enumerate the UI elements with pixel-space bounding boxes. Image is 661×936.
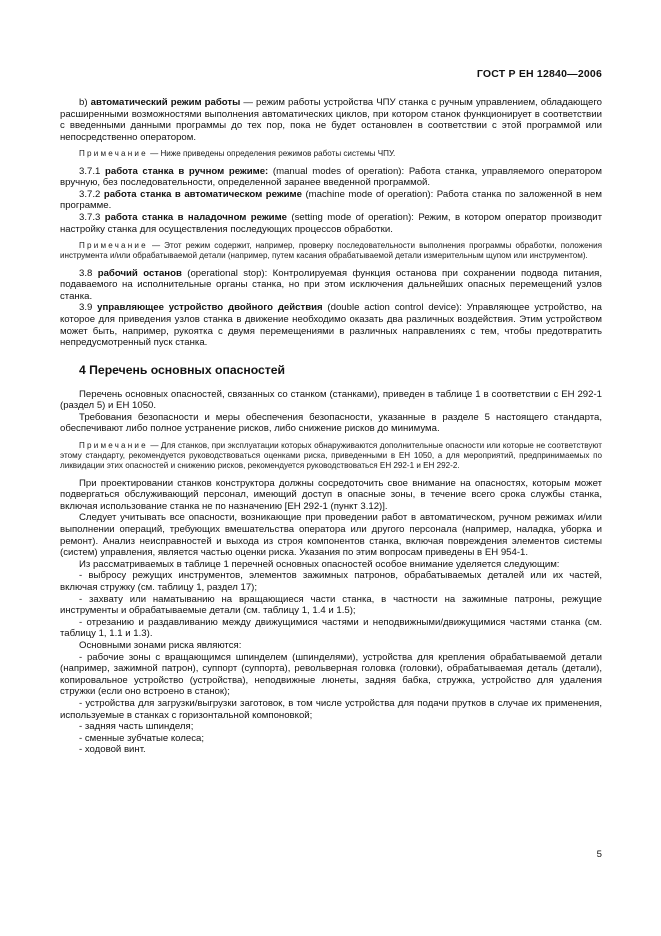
section-4-paragraph-5: Из рассматриваемых в таблице 1 перечней основных опасностей особое внимание уделяется следующим: (79, 558, 560, 570)
section-4-paragraph-3: При проектировании станков конструктора должны сосредоточить свое внимание на опасностях, которым может подвергаться обслуживающий персонал, имеющий доступ в опасные зоны, в течение всего срока службы станка, включая использование станка не по назначению [ЕН 292-1 (пункт 3.12)]. (60, 477, 602, 512)
section-4-paragraph-4: Следует учитывать все опасности, возникающие при проведении работ в автоматическом, ручном режимах и/или выполнении операций, требующих вмешательства оператора или другого персонала (например, наладка, уборка и ремонт). Анализ неисправностей и выхода из строя компонентов станка, включая повреждения элементов системы (систем) управления, является частью оценки риска. Указания по этим вопросам приведены в ЕН 954-1. (60, 512, 602, 559)
page-number: 5 (596, 849, 602, 860)
page-content (60, 97, 602, 756)
list-item: - отрезанию и раздавливанию между движущимися частями и неподвижными/движущимися частями станка (см. таблицу 1, 1.1 и 1.3). (60, 616, 602, 640)
term-manual-mode: работа станка в ручном режиме: (105, 165, 269, 177)
definition-3-8: 3.8 рабочий останов (operational stop): Контролируемая функция останова при сохранении подвода питания, подаваемого на исполнительные органы станка, но при этом исключения дальнейших опасных перемещений узлов станка. (60, 267, 602, 302)
term-double-action-device: управляющее устройство двойного действия (97, 302, 323, 314)
definition-3-7-2: 3.7.2 работа станка в автоматическом режиме (machine mode of operation): Работа станка по заложенной в нем программе. (60, 188, 602, 212)
list-item: - рабочие зоны с вращающимся шпинделем (шпинделями), устройства для крепления обрабатываемой детали (например, зажимной патрон), суппорт (суппорта), револьверная головка (головки), обрабатываемая деталь (детали), копировальное устройство (устройства), неподвижные люнеты, задняя бабка, стружка, устройство для удаления стружки (если оно встроено в станок); (60, 651, 602, 698)
definition-3-7-3: 3.7.3 работа станка в наладочном режиме (setting mode of operation): Режим, в котором оператор производит настройку станка для осуществления последующих процессов обработки. (60, 211, 602, 235)
section-4-paragraph-2: Требования безопасности и меры обеспечения безопасности, указанные в разделе 5 настоящего стандарта, обеспечивают либо полное устранение рисков, либо снижение рисков до минимума. (60, 411, 602, 435)
definition-3-7-1: 3.7.1 работа станка в ручном режиме: (manual modes of operation): Работа станка, управляемого оператором вручную, без последовательности, определенной заранее введенной программой. (60, 165, 602, 189)
section-4-paragraph-6: Основными зонами риска являются: (79, 640, 242, 651)
section-4-paragraph-1: Перечень основных опасностей, связанных со станком (станками), приведен в таблице 1 в соответствии с ЕН 292-1 (раздел 5) и ЕН 1050. (60, 388, 602, 412)
list-item: - ходовой винт. (79, 744, 146, 756)
paragraph-automatic-mode: b) автоматический режим работы — режим работы устройства ЧПУ станка с ручным управлением, обладающего расширенными возможностями выполнения автоматических циклов, при котором станок функционирует в соответствии с введенными данными программы до тех пор, пока не будет остановлен в соответствии с этой программой или непосредственно оператором. (60, 97, 602, 143)
list-item: - задняя часть шпинделя; (79, 721, 194, 733)
section-4-heading: 4 Перечень основных опасностей (79, 362, 286, 377)
term-machine-mode: работа станка в автоматическом режиме (103, 188, 302, 200)
list-item: - захвату или наматыванию на вращающиеся части станка, в частности на зажимные патроны, режущие инструменты и обрабатываемые детали (см. таблицу 1, 1.4 и 1.5); (60, 593, 602, 617)
term-automatic-mode: автоматический режим работы (90, 97, 241, 108)
list-item: - выбросу режущих инструментов, элементов зажимных патронов, обрабатываемых деталей или их частей, включая стружку (см. таблицу 1, раздел 17); (60, 570, 602, 594)
note-label: Примечание (79, 241, 148, 251)
term-operational-stop: рабочий останов (97, 267, 182, 279)
list-item: - устройства для загрузки/выгрузки заготовок, в том числе устройства для подачи прутков в случае их применения, используемые в станках с горизонтальной компоновкой; (60, 697, 602, 721)
note-label: Примечание (79, 149, 148, 159)
definition-3-9: 3.9 управляющее устройство двойного действия (double action control device): Управляющее устройство, на которое для приведения узлов станка в движение необходимо оказать два различных воздействия. Этим устройством может быть, например, рукоятка с двумя перемещениями в различных направлениях с тем, чтобы предотвратить непредусмотренный пуск станка. (60, 302, 602, 349)
list-item: - сменные зубчатые колеса; (79, 732, 205, 744)
note-label: Примечание (79, 441, 148, 451)
note-cnc-modes: Примечание — Ниже приведены определения режимов работы системы ЧПУ. (79, 149, 396, 159)
note-additional-hazards: Примечание — Для станков, при эксплуатации которых обнаруживаются дополнительные опасности или которые не соответствуют этому стандарту, рекомендуется руководствоваться оценками риска, приведенными в ЕН 1050, а для мероприятий, предпринимаемых по ликвидации этих опасностей и снижению рисков, рекомендуется руководствоваться ЕН 292-1 и ЕН 292-2. (60, 441, 602, 471)
standard-code-header: ГОСТ Р ЕН 12840—2006 (476, 68, 602, 80)
note-setting-mode: Примечание — Этот режим содержит, например, проверку последовательности выполнения программы обработки, положения инструмента и/или обрабатываемой детали (например, путем касания обрабатываемой детали измерительным щупом или инструментом). (60, 241, 602, 261)
term-setting-mode: работа станка в наладочном режиме (104, 211, 288, 223)
